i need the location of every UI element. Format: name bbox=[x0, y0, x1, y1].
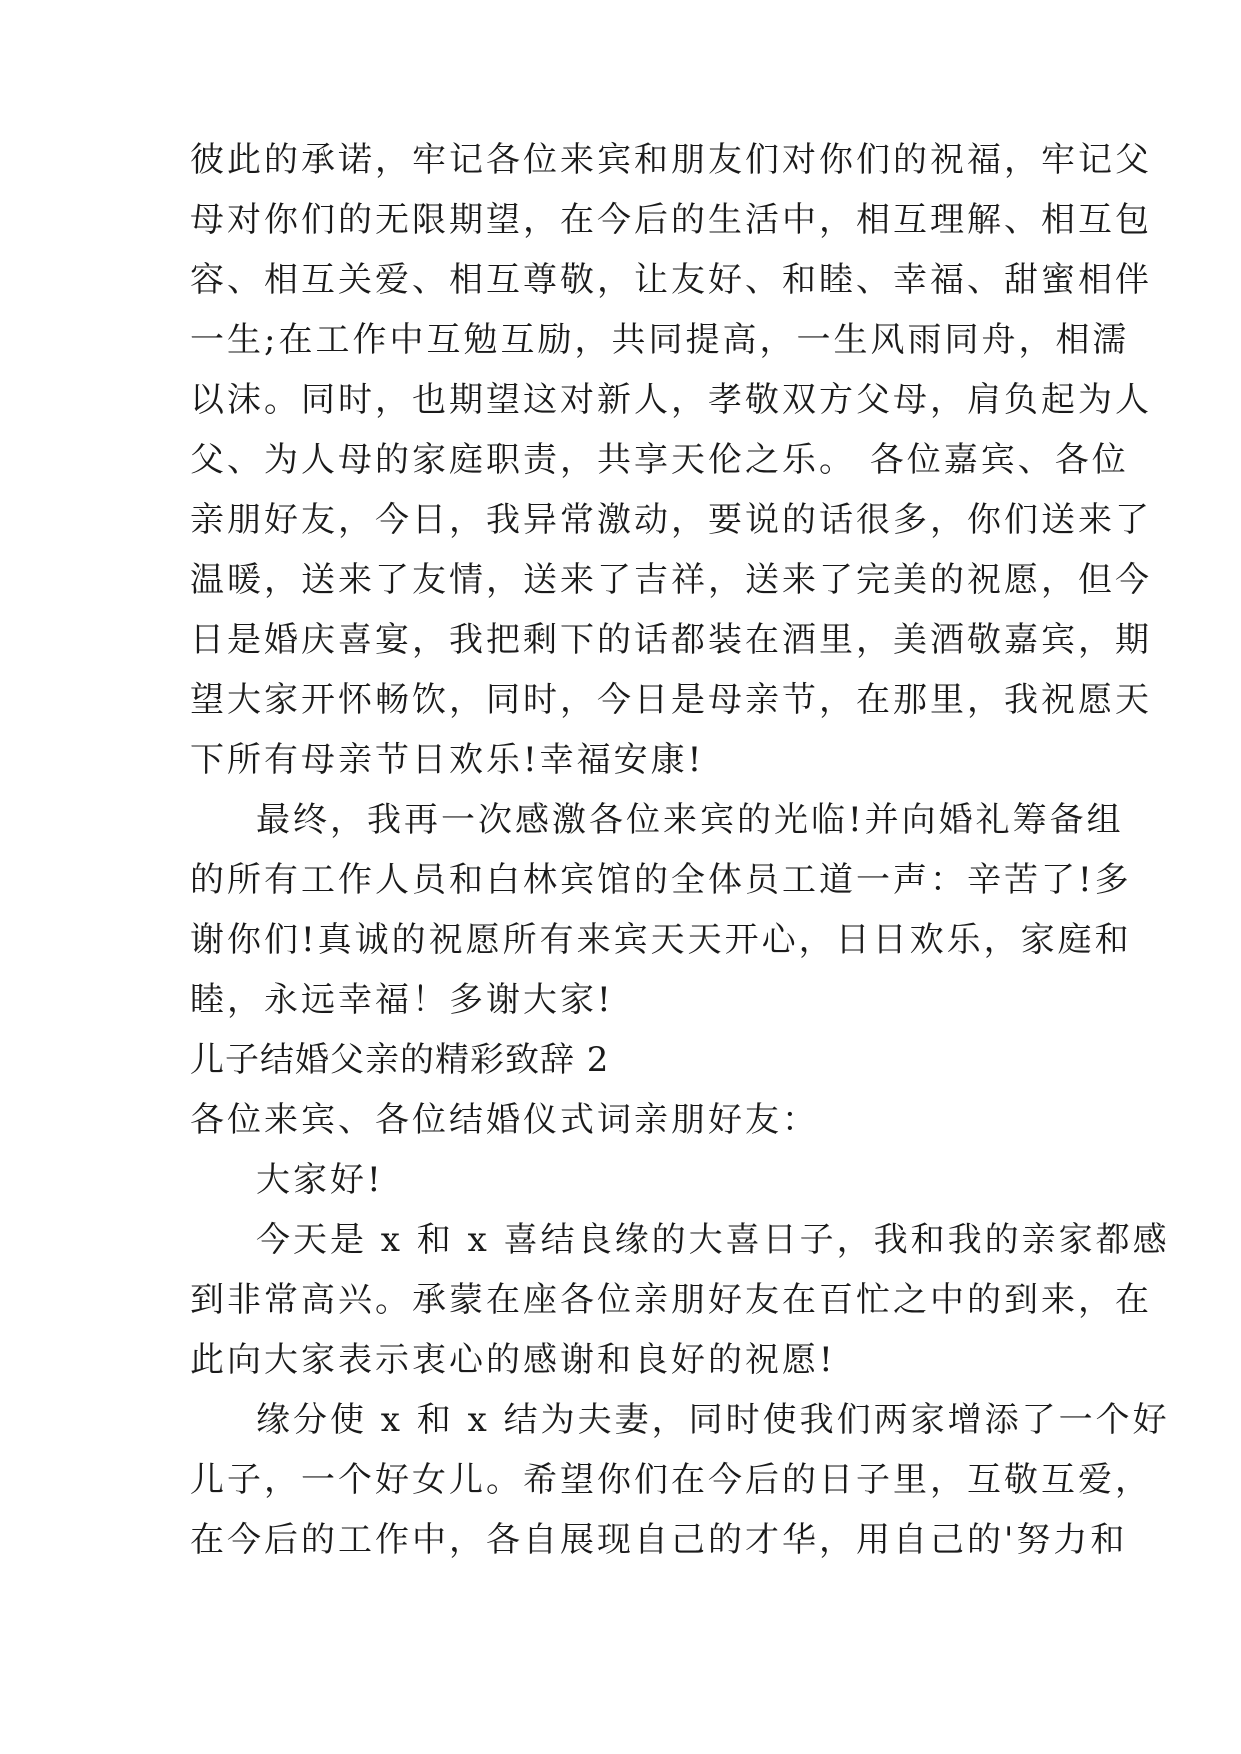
text-line: 此向大家表示衷心的感谢和良好的祝愿! bbox=[190, 1340, 836, 1380]
text-line: 母对你们的无限期望，在今后的生活中，相互理解、相互包 bbox=[190, 200, 1152, 240]
text-line: 下所有母亲节日欢乐!幸福安康! bbox=[190, 740, 705, 780]
text-line: 父、为人母的家庭职责，共享天伦之乐。 各位嘉宾、各位 bbox=[190, 440, 1129, 480]
text-line: 日是婚庆喜宴，我把剩下的话都装在酒里，美酒敬嘉宾，期 bbox=[190, 620, 1152, 660]
paragraph-first-line: 最终，我再一次感激各位来宾的光临!并向婚礼筹备组 bbox=[256, 800, 1124, 840]
text-line: 的所有工作人员和白林宾馆的全体员工道一声：辛苦了!多 bbox=[190, 860, 1132, 900]
text-line: 到非常高兴。承蒙在座各位亲朋好友在百忙之中的到来，在 bbox=[190, 1280, 1152, 1320]
text-line: 亲朋好友，今日，我异常激动，要说的话很多，你们送来了 bbox=[190, 500, 1152, 540]
paragraph-first-line: 缘分使 x 和 x 结为夫妻，同时使我们两家增添了一个好 bbox=[256, 1400, 1170, 1440]
greeting-line: 大家好! bbox=[256, 1160, 384, 1200]
text-line: 温暖，送来了友情，送来了吉祥，送来了完美的祝愿，但今 bbox=[190, 560, 1152, 600]
section-heading: 儿子结婚父亲的精彩致辞 2 bbox=[190, 1040, 610, 1080]
text-line: 谢你们!真诚的祝愿所有来宾天天开心，日日欢乐，家庭和 bbox=[190, 920, 1132, 960]
text-line: 以沫。同时，也期望这对新人，孝敬双方父母，肩负起为人 bbox=[190, 380, 1152, 420]
text-line: 容、相互关爱、相互尊敬，让友好、和睦、幸福、甜蜜相伴 bbox=[190, 260, 1152, 300]
text-line: 望大家开怀畅饮，同时，今日是母亲节，在那里，我祝愿天 bbox=[190, 680, 1152, 720]
text-line: 儿子，一个好女儿。希望你们在今后的日子里，互敬互爱， bbox=[190, 1460, 1152, 1500]
text-line: 在今后的工作中，各自展现自己的才华，用自己的'努力和 bbox=[190, 1520, 1128, 1560]
text-line: 一生;在工作中互勉互励，共同提高，一生风雨同舟，相濡 bbox=[190, 320, 1130, 360]
text-line: 睦，永远幸福！多谢大家! bbox=[190, 980, 614, 1020]
text-line: 彼此的承诺，牢记各位来宾和朋友们对你们的祝福，牢记父 bbox=[190, 140, 1152, 180]
document-body bbox=[190, 130, 1170, 1570]
salutation-line: 各位来宾、各位结婚仪式词亲朋好友： bbox=[190, 1100, 819, 1140]
paragraph-first-line: 今天是 x 和 x 喜结良缘的大喜日子，我和我的亲家都感 bbox=[256, 1220, 1170, 1260]
